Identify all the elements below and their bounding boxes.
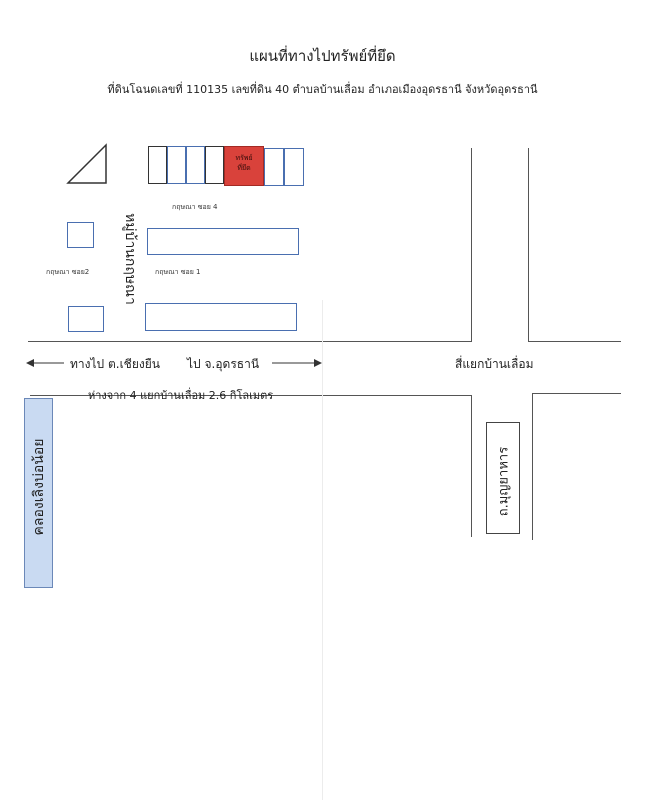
house-lot [205,146,224,184]
house-block [68,306,104,332]
house-lot [167,146,186,184]
main-road-south-edge-east [532,393,621,394]
house-block [67,222,94,248]
main-road-north-edge-east [528,341,621,342]
map-subtitle: ที่ดินโฉนดเลขที่ 110135 เลขที่ดิน 40 ตำบลบ้านเลื่อม อำเภอเมืองอุดรธานี จังหวัดอุดรธานี [107,83,538,96]
triangle-landmark [66,143,110,185]
intersection-label: สี่แยกบ้านเลื่อม [455,357,534,371]
canal-name: คลองเลิงบ่อน้อย [31,438,47,536]
arrow-east [272,358,322,368]
south-road-east-edge [532,393,533,540]
soi-2-label: กฤษณา ซอย2 [46,268,90,276]
side-road-east-edge [528,148,529,342]
seized-property-label-1: ทรัพย์ [235,154,253,162]
house-lot [284,148,304,186]
house-lot [148,146,167,184]
arrow-west [26,358,66,368]
house-lot [186,146,205,184]
side-road-west-edge [471,148,472,342]
to-chiang-yuen-label: ทางไป ต.เชียงยืน [70,357,160,371]
road-name: ถ.มุญยาหาร [496,446,512,517]
paper-fold [322,300,323,800]
house-block [147,228,299,255]
distance-label: ห่างจาก 4 แยกบ้านเลื่อม 2.6 กิโลเมตร [88,389,274,402]
map-title: แผนที่ทางไปทรัพย์ที่ยึด [249,47,396,65]
to-udon-label: ไป จ.อุดรธานี [187,357,260,371]
soi-4-label: กฤษณา ซอย 4 [172,203,218,211]
seized-property-lot [224,146,264,186]
soi-1-label: กฤษณา ซอย 1 [155,268,201,276]
house-block [145,303,297,331]
main-road-north-edge [28,341,472,342]
south-road-west-edge [471,395,472,537]
seized-property-label-2: ที่ยึด [237,164,251,172]
village-name: หมู่บ้านกฤษณา [122,213,138,305]
house-lot [264,148,284,186]
